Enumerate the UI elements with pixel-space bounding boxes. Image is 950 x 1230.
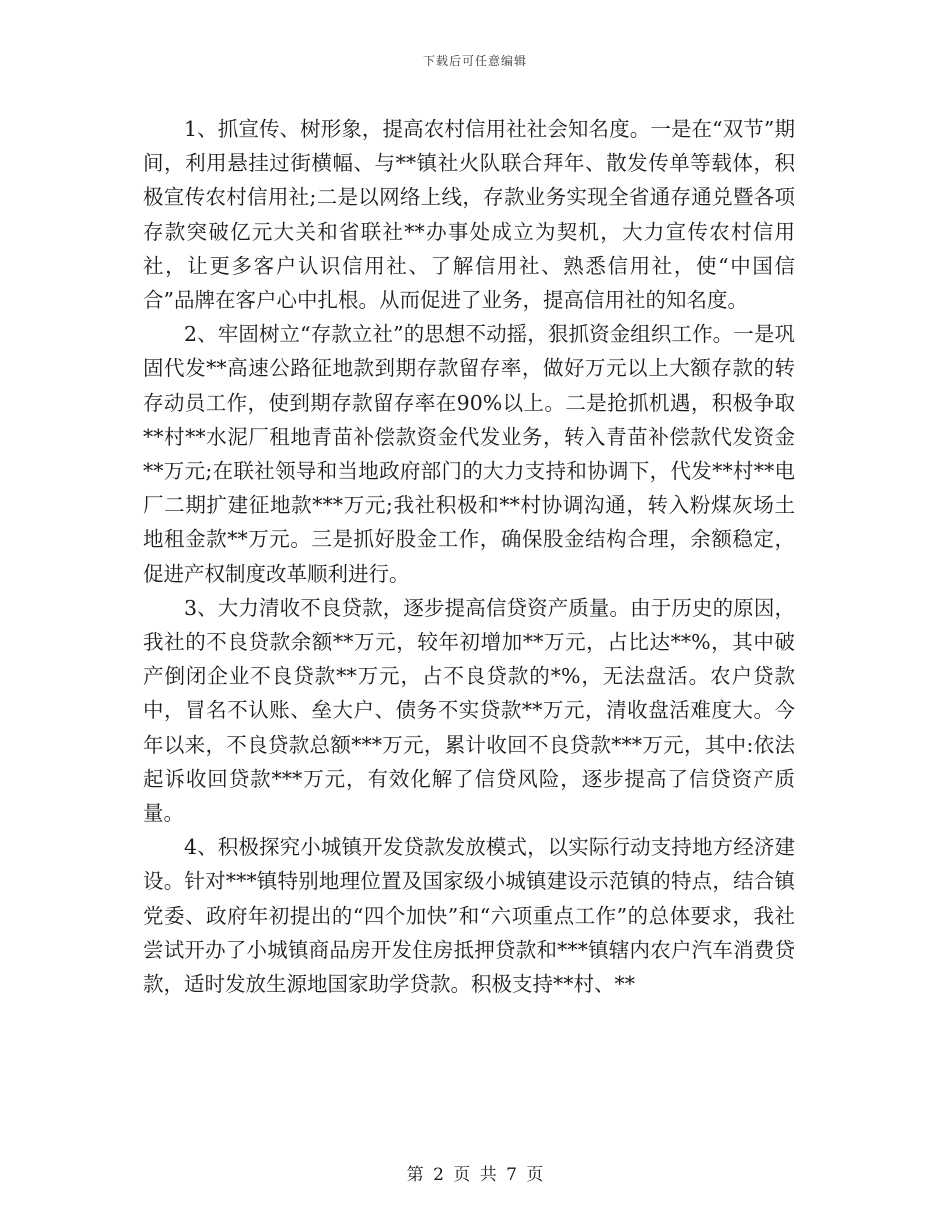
document-body [143, 112, 795, 1001]
paragraph-1: 1、抓宣传、树形象，提高农村信用社社会知名度。一是在“双节”期间，利用悬挂过街横幅、与**镇社火队联合拜年、散发传单等载体，积极宣传农村信用社;二是以网络上线，存款业务实现全省通存通兑暨各项存款突破亿元大关和省联社**办事处成立为契机，大力宣传农村信用社，让更多客户认识信用社、了解信用社、熟悉信用社，使“中国信合”品牌在客户心中扎根。从而促进了业务，提高信用社的知名度。 [143, 117, 795, 313]
paragraph-2: 2、牢固树立“存款立社”的思想不动摇，狠抓资金组织工作。一是巩固代发**高速公路征地款到期存款留存率，做好万元以上大额存款的转存动员工作，使到期存款留存率在90%以上。二是抢抓机遇，积极争取**村**水泥厂租地青苗补偿款资金代发业务，转入青苗补偿款代发资金**万元;在联社领导和当地政府部门的大力支持和协调下，代发**村**电厂二期扩建征地款***万元;我社积极和**村协调沟通，转入粉煤灰场土地租金款**万元。三是抓好股金工作，确保股金结构合理，余额稳定，促进产权制度改革顺利进行。 [143, 322, 795, 586]
paragraph-3: 3、大力清收不良贷款，逐步提高信贷资产质量。由于历史的原因，我社的不良贷款余额**万元，较年初增加**万元，占比达**%，其中破产倒闭企业不良贷款**万元，占不良贷款的*%，无法盘活。农户贷款中，冒名不认账、垒大户、债务不实贷款**万元，清收盘活难度大。今年以来，不良贷款总额***万元，累计收回不良贷款***万元，其中:依法起诉收回贷款***万元，有效化解了信贷风险，逐步提高了信贷资产质量。 [143, 595, 795, 826]
page-number-footer: 第 2 页 共 7 页 [406, 1165, 544, 1185]
paragraph-4: 4、积极探究小城镇开发贷款发放模式，以实际行动支持地方经济建设。针对***镇特别地理位置及国家级小城镇建设示范镇的特点，结合镇党委、政府年初提出的“四个加快”和“六项重点工作”的总体要求，我社尝试开办了小城镇商品房开发住房抵押贷款和***镇辖内农户汽车消费贷款，适时发放生源地国家助学贷款。积极支持**村、** [143, 835, 795, 997]
page-header-note: 下载后可任意编辑 [422, 54, 527, 68]
